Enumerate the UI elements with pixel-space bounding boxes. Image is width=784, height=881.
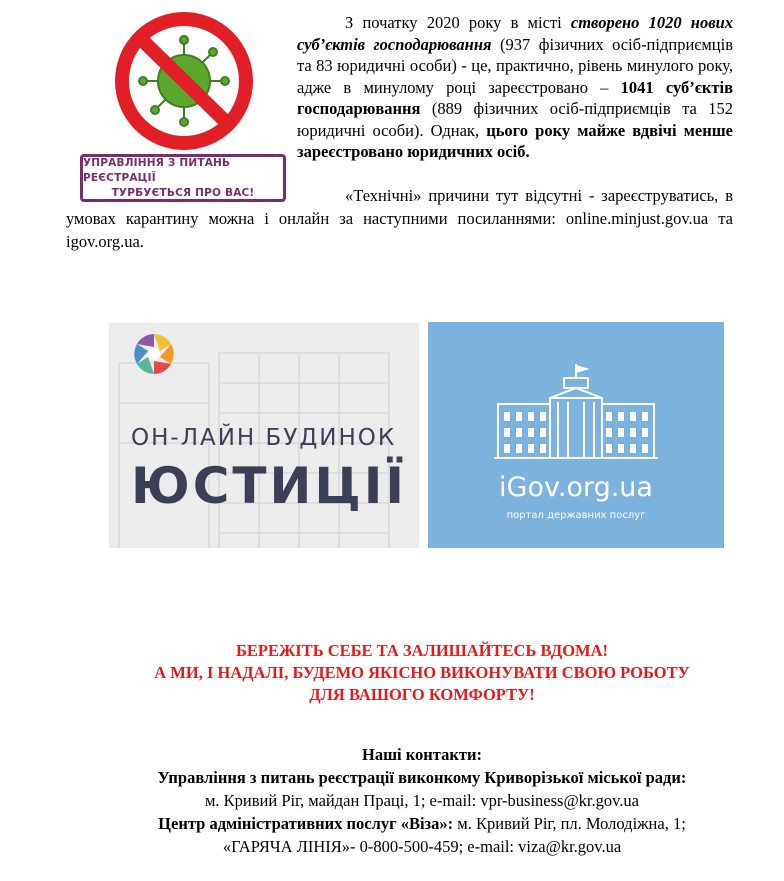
text-run-bold: 1041 суб’єктів господарювання (297, 77, 733, 118)
igov-banner[interactable] (428, 322, 724, 548)
center-address: м. Кривий Ріг, пл. Молодіжна, 1; (453, 814, 686, 833)
appeal-line-1: БЕРЕЖІТЬ СЕБЕ ТА ЗАЛИШАЙТЕСЬ ВДОМА! (235, 641, 609, 660)
aperture-logo-icon (131, 331, 177, 377)
justice-title-line-1: ОН-ЛАЙН БУДИНОК (131, 425, 397, 451)
text-run: (937 фізичних осіб-підприємців та 83 юридичні особи) - це, практично, рівень минулого року, адже в минулому році зареєстровано – (297, 34, 734, 97)
text-run: (889 фізичних осіб-підприємців та 152 юридичні особи). Однак, (297, 99, 733, 140)
appeal-line-3: ДЛЯ ВАШОГО КОМФОРТУ! (309, 685, 535, 704)
igov-subtitle: портал державних послуг (506, 510, 646, 521)
appeal-line-2: А МИ, І НАДАЛІ, БУДЕМО ЯКІСНО ВИКОНУВАТИ СВОЮ РОБОТУ (154, 663, 690, 682)
badge-line-2: ТУРБУЄТЬСЯ ПРО ВАС! (111, 186, 255, 199)
government-building-icon (494, 364, 658, 464)
paragraph-online-registration (66, 184, 733, 253)
center-name: Центр адміністративних послуг «Віза»: (158, 814, 454, 833)
contacts-block (60, 743, 784, 858)
justice-title-line-2: ЮСТИЦІЇ (131, 457, 407, 515)
igov-site-name: iGov.org.ua (499, 472, 653, 503)
text-run-bold-italic: створено 1020 нових суб’єктів господарювання (297, 13, 733, 54)
text-run: З початку 2020 року в місті (345, 13, 571, 32)
office-address: м. Кривий Ріг, майдан Праці, 1; e-mail: vpr-business@kr.gov.ua (204, 791, 639, 810)
badge-line-1: УПРАВЛІННЯ З ПИТАНЬ РЕЄСТРАЦІЇ (83, 156, 231, 184)
online-justice-banner[interactable] (109, 323, 419, 548)
stop-virus-badge (76, 10, 288, 200)
no-virus-icon (114, 10, 254, 152)
office-name: Управління з питань реєстрації виконкому Криворізької міської ради: (157, 768, 687, 787)
hotline: «ГАРЯЧА ЛІНІЯ»- 0-800-500-459; e-mail: viza@kr.gov.ua (222, 837, 622, 856)
text-run: «Технічні» причини тут відсутні - зареєструватись, в умовах карантину можна і онлайн за наступними посиланнями: online.minjust.gov.ua та igov.org.ua. (66, 186, 733, 251)
appeal-message (60, 640, 784, 706)
text-run-bold: цього року майже вдвічі менше зареєстровано юридичних осіб. (297, 120, 733, 161)
paragraph-statistics (297, 12, 733, 163)
contacts-heading: Наші контакти: (362, 745, 482, 764)
